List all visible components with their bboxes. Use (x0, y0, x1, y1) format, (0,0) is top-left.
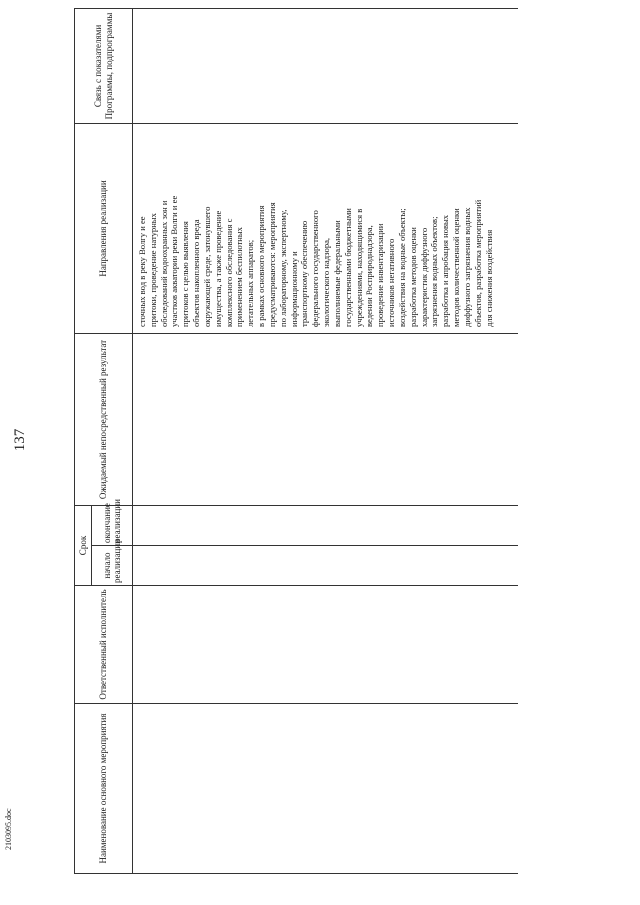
cell-direction (133, 123, 519, 333)
cell-executor (133, 586, 519, 704)
table-row (133, 8, 519, 873)
direction-line: объектов, разработка мероприятий (472, 199, 483, 327)
direction-line: объектов накопленного вреда (191, 219, 202, 327)
direction-line: для снижения воздействия (483, 229, 494, 327)
direction-line: федерального государственного (310, 210, 321, 327)
direction-line: проведение инвентаризации (375, 223, 386, 327)
cell-link (133, 8, 519, 123)
cell-term-end (133, 505, 519, 545)
direction-line: разработка и апробация новых (440, 214, 451, 327)
direction-line: притоки, проведение натурных (147, 213, 158, 327)
direction-line: загрязнения водных объектов; (429, 216, 440, 327)
cell-result (133, 333, 519, 505)
measures-table (74, 8, 518, 874)
cell-name (133, 704, 519, 874)
direction-line: диффузного загрязнения водных (461, 207, 472, 327)
direction-line: летательных аппаратов; (245, 239, 256, 327)
header-term: Срок (75, 505, 92, 585)
direction-line: государственными бюджетными (342, 208, 353, 327)
cell-term-start (133, 546, 519, 586)
header-term-end: окончание реализации (92, 505, 133, 545)
direction-line: учреждениями, находящимися в (353, 208, 364, 327)
direction-line: по лабораторному, экспертному, (277, 209, 288, 327)
direction-line: окружающей среде, затонувшего (201, 206, 212, 327)
direction-line: сточных вод в реку Волгу и ее (137, 216, 147, 327)
header-result: Ожидаемый непосредственный результат (75, 333, 133, 505)
header-link: Связь с показателями Программы, подпрограммы (75, 8, 133, 123)
direction-line: источников негативного (386, 238, 397, 327)
direction-line: участков акватории реки Волги и ее (169, 195, 180, 327)
direction-line: предусматриваются: мероприятия (266, 202, 277, 327)
direction-line: воздействия на водные объекты; (396, 208, 407, 327)
direction-line: разработка методов оценки (407, 227, 418, 327)
direction-text (133, 124, 494, 333)
direction-line: комплексного обследования с (223, 218, 234, 327)
page-number: 137 (12, 428, 28, 452)
direction-line: имущества, а также проведение (212, 210, 223, 327)
header-term-start: начало реализации (92, 546, 133, 586)
header-name: Наименование основного мероприятия (75, 704, 133, 874)
direction-line: применением беспилотных (234, 227, 245, 327)
direction-line: транспортному обеспечению (299, 220, 310, 327)
header-direction: Направления реализации (75, 123, 133, 333)
direction-line: ведении Росприроднадзора, (364, 225, 375, 327)
direction-line: экологического надзора, (321, 237, 332, 327)
direction-line: притоков с целью выявления (180, 221, 191, 327)
direction-line: методов количественной оценки (451, 208, 462, 327)
direction-line: характеристик диффузного (418, 227, 429, 327)
direction-line: обследований водоохранных зон и (158, 200, 169, 327)
document-filename: 2103095.doc (4, 808, 13, 850)
direction-line: информационному и (288, 251, 299, 327)
header-executor: Ответственный исполнитель (75, 586, 133, 704)
direction-line: в рамках основного мероприятия (256, 205, 267, 327)
direction-line: выполняемые федеральными (331, 220, 342, 327)
